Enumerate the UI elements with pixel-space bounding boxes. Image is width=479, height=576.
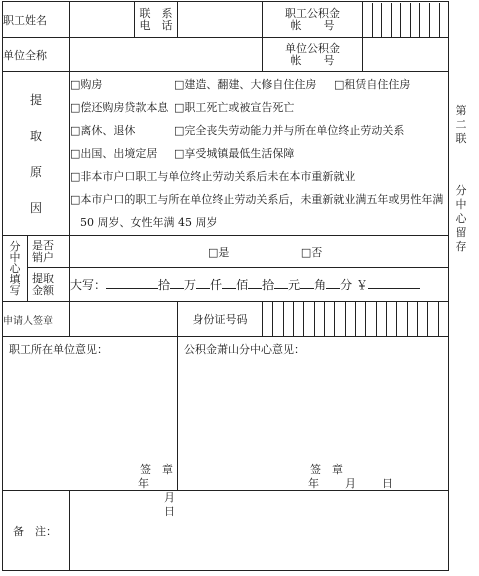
- center-opinion-box[interactable]: [178, 337, 449, 491]
- center-fill-label: 分 中 心 填 写: [3, 236, 28, 302]
- reason-nonlocal-checkbox[interactable]: □非本市户口职工与单位终止劳动关系后未在本市重新就业: [70, 170, 356, 183]
- cancel-account-options: [70, 236, 449, 268]
- remarks-field[interactable]: [70, 491, 449, 571]
- applicant-signature-label: 申请人签章: [3, 302, 70, 337]
- phone-label: 联 系 电 话: [135, 2, 178, 38]
- id-number-label: 身份证号码: [178, 302, 263, 337]
- unit-account-field[interactable]: [363, 38, 449, 72]
- center-opinion-title: 公积金萧山分中心意见：: [184, 343, 305, 356]
- reason-local-checkbox[interactable]: □本市户口的职工与所在单位终止劳动关系后，未重新就业满五年或男性年满: [70, 193, 444, 206]
- withdraw-amount-field[interactable]: 大写： 拾 万 仟 佰 拾 元 角 分 ￥: [70, 268, 449, 302]
- form-table: [2, 1, 449, 571]
- withdrawal-form: [2, 1, 448, 574]
- withdrawal-reason-label: 提 取 原 因: [3, 72, 70, 236]
- withdraw-amount-label: 提取 金额: [28, 268, 70, 302]
- reason-local-continued: 50 周岁、女性年满 45 周岁: [80, 216, 218, 229]
- unit-signature-area: 签 章 年月日: [138, 463, 175, 518]
- unit-name-field[interactable]: [70, 38, 263, 72]
- copy-retention-note: 分 中 心 留 存: [455, 184, 467, 253]
- reason-build-checkbox[interactable]: □建造、翻建、大修自住住房: [174, 78, 317, 91]
- cancel-account-label: 是否 销户: [28, 236, 70, 268]
- reason-death-checkbox[interactable]: □职工死亡或被宣告死亡: [174, 101, 295, 114]
- employee-account-label: 职工公积金 帐 号: [263, 2, 363, 38]
- reason-min-living-checkbox[interactable]: □享受城镇最低生活保障: [174, 147, 295, 160]
- reason-emigrate-checkbox[interactable]: □出国、出境定居: [70, 147, 158, 160]
- id-number-boxes[interactable]: [263, 302, 449, 337]
- unit-opinion-title: 职工所在单位意见：: [9, 343, 108, 356]
- center-signature-area: 签 章 年 月 日: [308, 463, 393, 490]
- employee-account-boxes[interactable]: [363, 2, 449, 38]
- reason-loan-repay-checkbox[interactable]: □偿还购房贷款本息: [70, 101, 169, 114]
- cancel-no-checkbox[interactable]: □否: [300, 245, 323, 259]
- unit-name-label: 单位全称: [3, 38, 70, 72]
- withdrawal-reason-options: [70, 72, 449, 236]
- cancel-yes-checkbox[interactable]: □是: [208, 245, 230, 259]
- reason-retire-checkbox[interactable]: □离休、退休: [70, 124, 136, 137]
- reason-rent-checkbox[interactable]: □租赁自住住房: [334, 78, 411, 91]
- employee-name-label: 职工姓名: [3, 2, 70, 38]
- phone-field[interactable]: [178, 2, 263, 38]
- reason-purchase-checkbox[interactable]: □购房: [70, 78, 103, 91]
- reason-disability-checkbox[interactable]: □完全丧失劳动能力并与所在单位终止劳动关系: [174, 124, 405, 137]
- unit-account-label: 单位公积金 帐 号: [263, 38, 363, 72]
- remarks-label: 备 注：: [3, 491, 70, 571]
- unit-opinion-box[interactable]: [3, 337, 178, 518]
- employee-name-field[interactable]: [70, 2, 135, 38]
- applicant-signature-field[interactable]: [70, 302, 178, 337]
- copy-number-note: 第 二 联: [455, 104, 467, 145]
